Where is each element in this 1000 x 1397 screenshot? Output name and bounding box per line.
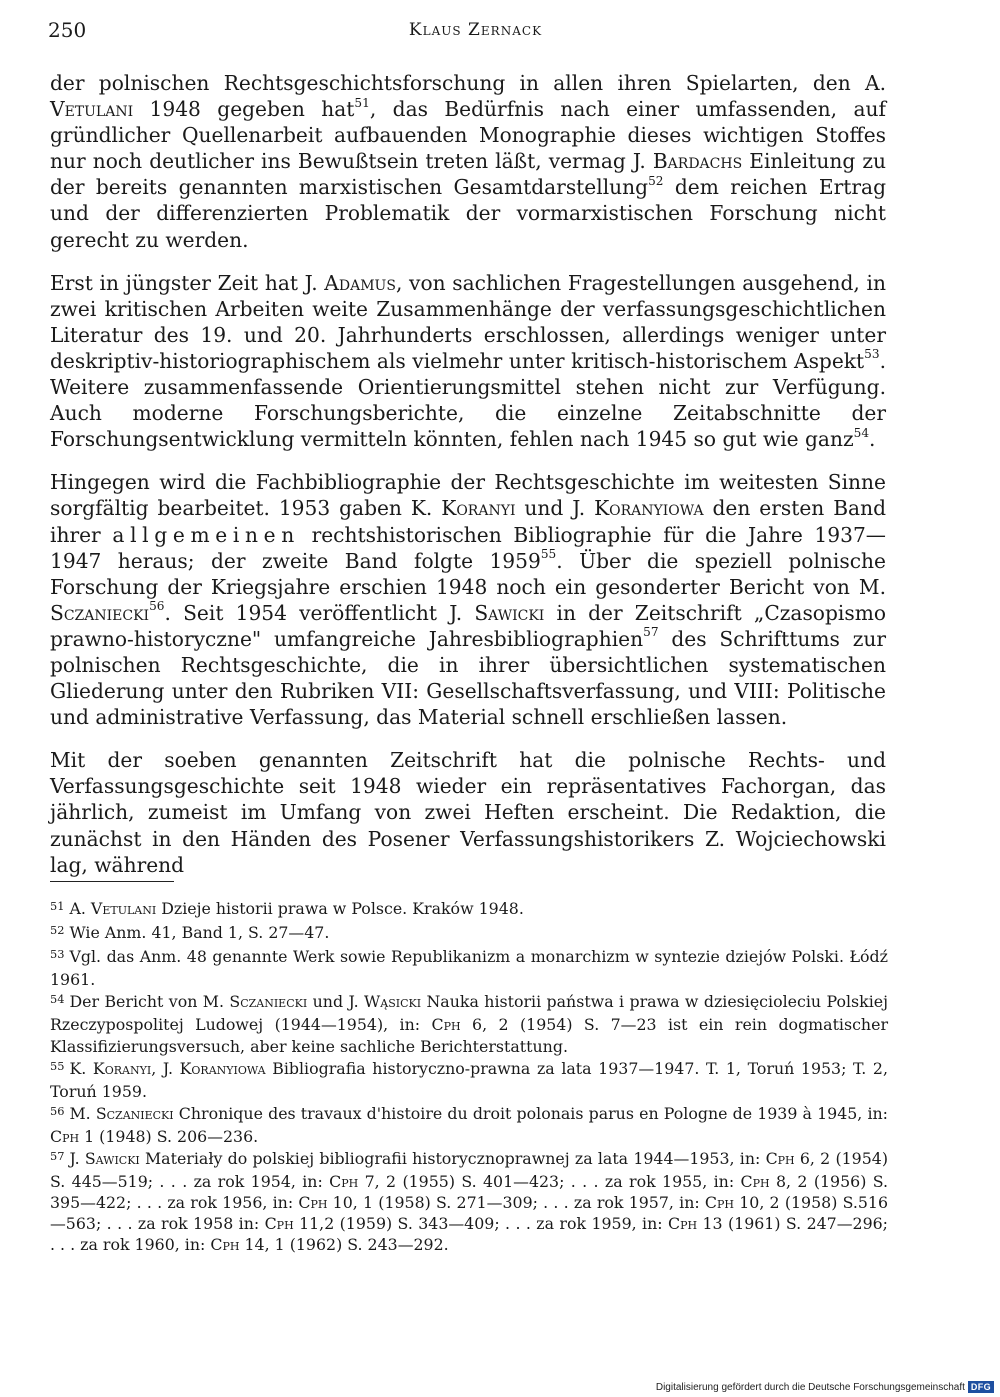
paragraph-3: Hingegen wird die Fachbibliographie der Rechtsgeschichte im weitesten Sinne sorgfältig bearbeitet. 1953 gaben K. Koranyi und J. Koranyiowa den ersten Band ihrer allgemeinen rechtshistorischen Bibliographie für die Jahre 1937—1947 heraus; der zweite Band folgte 1959$^{55}$. Über die speziell polnische Forschung der Kriegsjahre erschien 1948 noch ein gesonderter Bericht von M. Sczaniecki$^{56}$. Seit 1954 veröffentlicht J. Sawicki in der Zeitschrift „Czasopismo prawno-historyczne" umfangreiche Jahresbibliographien$^{57}$ des Schrifttums zur polnischen Rechtsgeschichte, die in ihrer übersichtlichen systematischen Gliederung unter den Rubriken VII: Gesellschaftsverfassung, und VIII: Politische und administrative Verfassung, das Material schnell erschließen lassen. <box>50 470 886 730</box>
footnote-53: $^{53}$ Vgl. das Anm. 48 genannte Werk sowie Republikanizm a monarchizm w syntezie dziejów Polski. Łódź 1961. <box>50 947 888 990</box>
footnote-ref: 52 <box>648 173 664 188</box>
digitization-credit <box>656 1381 994 1393</box>
footnote-57: $^{57}$ J. Sawicki Materiały do polskiej bibliografii historycznoprawnej za lata 1944—1953, in: Cph 6, 2 (1954) S. 445—519; . . . za rok 1954, in: Cph 7, 2 (1955) S. 401—423; . . . za rok 1955, in: Cph 8, 2 (1956) S. 395—422; . . . za rok 1956, in: Cph 10, 1 (1958) S. 271—309; . . . za rok 1957, in: Cph 10, 2 (1958) S.516—563; . . . za rok 1958 in: Cph 11,2 (1959) S. 343—409; . . . za rok 1959, in: Cph 13 (1961) S. 247—296; . . . za rok 1960, in: Cph 14, 1 (1962) S. 243—292. <box>50 1149 889 1255</box>
dfg-logo-icon: DFG <box>968 1381 994 1393</box>
footnote-ref: 56 <box>149 599 165 614</box>
author-name: Bardachs <box>652 149 743 174</box>
footnotes <box>50 898 888 1257</box>
footnote-ref: 54 <box>853 425 870 440</box>
author-name: Sawicki <box>474 600 545 625</box>
author-name: Vetulani <box>50 97 134 122</box>
footnote-55: $^{55}$ K. Koranyi, J. Koranyiowa Bibliografia historyczno-prawna za lata 1937—1947. T. 1, Toruń 1953; T. 2, Toruń 1959. <box>50 1058 888 1101</box>
footnote-divider <box>50 881 174 882</box>
footnote-51: $^{51}$ A. Vetulani Dzieje historii prawa w Polsce. Kraków 1948. <box>50 899 524 918</box>
author-name: Adamus <box>324 270 396 295</box>
footnote-52: $^{52}$ Wie Anm. 41, Band 1, S. 27—47. <box>50 923 330 943</box>
footnote-ref: 53 <box>864 347 880 362</box>
author-name: Koranyiowa <box>594 496 704 521</box>
author-name: Sczaniecki <box>50 600 150 625</box>
paragraph-4: Mit der soeben genannten Zeitschrift hat die polnische Rechts- und Verfassungsgeschichte seit 1948 wieder ein repräsentatives Fachorgan, das jährlich, zumeist im Umfang von zwei Heften erscheint. Die Redaktion, die zunächst in den Händen des Posener Verfassungshistorikers Z. Wojciechowski lag, während <box>50 748 886 877</box>
footnote-ref: 55 <box>540 547 557 562</box>
credit-text: Digitalisierung gefördert durch die Deutsche Forschungsgemeinschaft <box>655 1381 965 1393</box>
page-header <box>48 18 903 48</box>
paragraph-2: Erst in jüngster Zeit hat J. Adamus, von sachlichen Fragestellungen ausgehend, in zwei kritischen Arbeiten weite Zusammenhänge der verfassungsgeschichtlichen Literatur des 19. und 20. Jahrhunderts erschlossen, allerdings weniger unter deskriptiv-historiographischem als vielmehr unter kritisch-historischem Aspekt$^{53}$. Weitere zusammenfassende Orientierungsmittel stehen nicht zur Verfügung. Auch moderne Forschungsberichte, die einzelne Zeitabschnitte der Forschungsentwicklung vermitteln könnten, fehlen nach 1945 so gut wie ganz$^{54}$. <box>50 270 886 452</box>
footnote-56: $^{56}$ M. Sczaniecki Chronique des travaux d'histoire du droit polonais parus en Pologne de 1939 à 1945, in: Cph 1 (1948) S. 206—236. <box>50 1103 888 1146</box>
emphasized-word: allgemeinen <box>112 522 300 547</box>
body-text <box>50 70 886 895</box>
paragraph-1: der polnischen Rechtsgeschichtsforschung in allen ihren Spielarten, den A. Vetulani 1948 gegeben hat$^{51}$, das Bedürfnis nach einer umfassenden, auf gründlicher Quellenarbeit aufbauenden Monographie dieses wichtigen Stoffes nur noch deutlicher ins Bewußtsein treten läßt, vermag J. Bardachs Einleitung zu der bereits genannten marxistischen Gesamtdarstellung$^{52}$ dem reichen Ertrag und der differenzierten Problematik der vormarxistischen Forschung nicht gerecht zu werden. <box>50 71 886 252</box>
running-head: Klaus Zernack <box>408 20 543 40</box>
author-name: Koranyi <box>441 496 516 521</box>
footnote-ref: 57 <box>643 625 659 640</box>
footnote-ref: 51 <box>354 95 370 110</box>
footnote-54: $^{54}$ Der Bericht von M. Sczaniecki und J. Wąsicki Nauka historii państwa i prawa w dziesięcioleciu Polskiej Rzeczypospolitej Ludowej (1944—1954), in: Cph 6, 2 (1954) S. 7—23 ist ein rein dogmatischer Klassifizierungsversuch, aber keine sachliche Berichterstattung. <box>50 992 889 1056</box>
page-number: 250 <box>48 18 87 42</box>
